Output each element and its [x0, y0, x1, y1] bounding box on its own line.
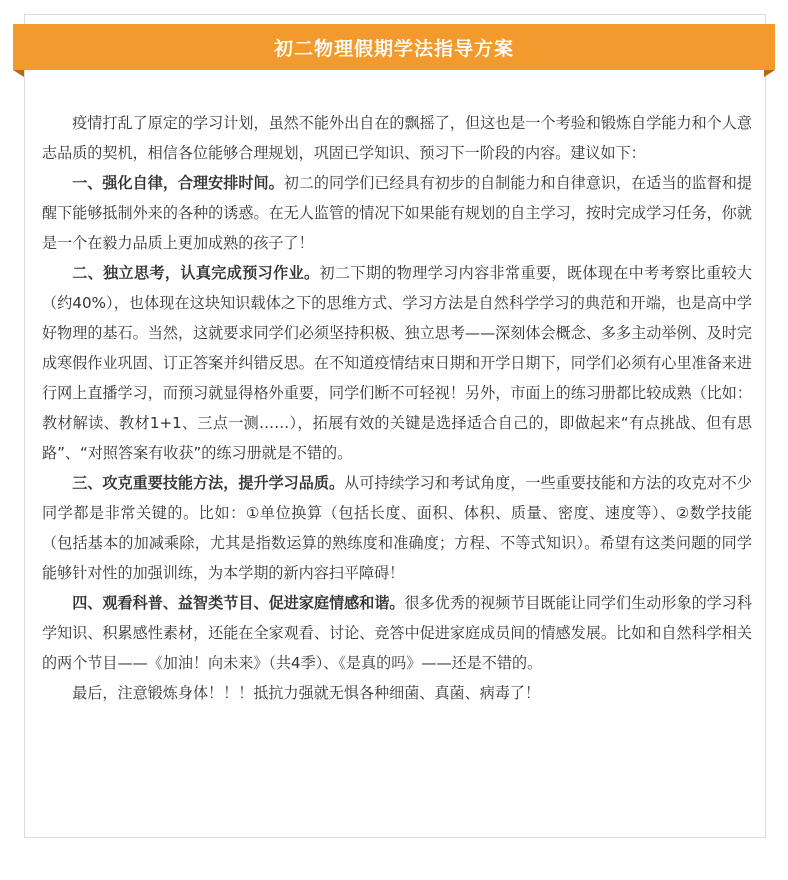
banner-fold-left	[13, 70, 24, 77]
section-body-4: 很多优秀的视频节目既能让同学们生动形象的学习科学知识、积累感性素材，还能在全家观看、讨论、竞答中促进家庭成员间的情感发展。比如和自然科学相关的两个节目——《加油！向未来》（共4季）、《是真的吗》——还是不错的。	[42, 594, 752, 672]
title-banner	[13, 24, 775, 70]
section-heading-1: 一、强化自律，合理安排时间。	[72, 174, 284, 192]
section-heading-3: 三、攻克重要技能方法，提升学习品质。	[72, 474, 345, 492]
page-title: 初二物理假期学法指导方案	[273, 37, 514, 60]
closing-paragraph: 最后，注意锻炼身体！！！抵抗力强就无惧各种细菌、真菌、病毒了！	[72, 684, 541, 702]
banner-fold-right	[764, 70, 775, 77]
section-body-2: 初二下期的物理学习内容非常重要，既体现在中考考察比重较大（约40%），也体现在这块知识载体之下的思维方式、学习方法是自然科学学习的典范和开端，也是高中学好物理的基石。当然，这就要求同学们必须坚持积极、独立思考——深刻体会概念、多多主动举例、及时完成寒假作业巩固、订正答案并纠错反思。在不知道疫情结束日期和开学日期下，同学们必须有心里准备来进行网上直播学习，而预习就显得格外重要，同学们断不可轻视！另外，市面上的练习册都比较成熟（比如：教材解读、教材1+1、三点一测……），拓展有效的关键是选择适合自己的，即做起来“有点挑战、但有思路”、“对照答案有收获”的练习册就是不错的。	[42, 264, 752, 462]
article-body	[42, 108, 752, 708]
section-paragraph-4	[42, 588, 752, 678]
section-paragraph-3	[42, 468, 752, 588]
section-heading-4: 四、观看科普、益智类节目、促进家庭情感和谐。	[72, 594, 405, 612]
section-body-3: 从可持续学习和考试角度，一些重要技能和方法的攻克对不少同学都是非常关键的。比如：①单位换算（包括长度、面积、体积、质量、密度、速度等）、②数学技能（包括基本的加减乘除，尤其是指数运算的熟练度和准确度；方程、不等式知识）。希望有这类问题的同学能够针对性的加强训练，为本学期的新内容扫平障碍！	[42, 474, 752, 582]
section-paragraph-1	[42, 168, 752, 258]
section-heading-2: 二、独立思考，认真完成预习作业。	[72, 264, 320, 282]
section-body-1: 初二的同学们已经具有初步的自制能力和自律意识，在适当的监督和提醒下能够抵制外来的各种的诱惑。在无人监管的情况下如果能有规划的自主学习，按时完成学习任务，你就是一个在毅力品质上更加成熟的孩子了！	[42, 174, 752, 252]
section-paragraph-2	[42, 258, 752, 468]
intro-paragraph: 疫情打乱了原定的学习计划，虽然不能外出自在的飘摇了，但这也是一个考验和锻炼自学能力和个人意志品质的契机，相信各位能够合理规划，巩固已学知识、预习下一阶段的内容。建议如下：	[42, 114, 752, 162]
